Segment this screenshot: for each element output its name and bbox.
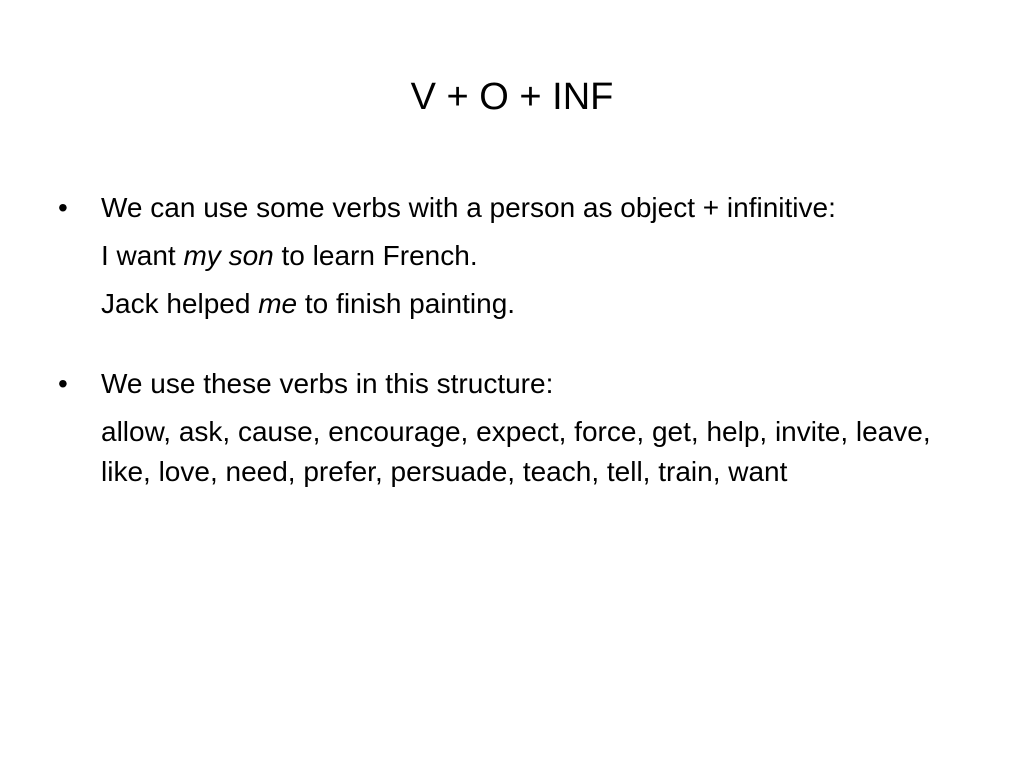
example-1-post: to learn French. [273,240,478,271]
example-2-object: me [258,288,298,319]
slide-title: V + O + INF [410,76,614,118]
example-2-post: to finish painting. [297,288,516,319]
bullet-point-1-text: We can use some verbs with a person as object + infinitive: [101,192,836,223]
bullet-icon: • [58,192,68,223]
bullet-point-2 [58,364,938,404]
bullet-point-2-text: We use these verbs in this structure: [101,368,554,399]
spacer [58,324,938,364]
example-sentence-2 [58,284,938,324]
slide-body [58,188,938,492]
example-1-pre: I want [101,240,184,271]
example-2-pre: Jack helped [101,288,259,319]
bullet-icon: • [58,368,68,399]
example-sentence-1 [58,236,938,276]
verb-list: allow, ask, cause, encourage, expect, force, get, help, invite, leave, like, love, need, prefer, persuade, teach, tell, train, want [101,416,931,487]
bullet-point-1 [58,188,938,228]
example-1-object: my son [183,240,274,271]
